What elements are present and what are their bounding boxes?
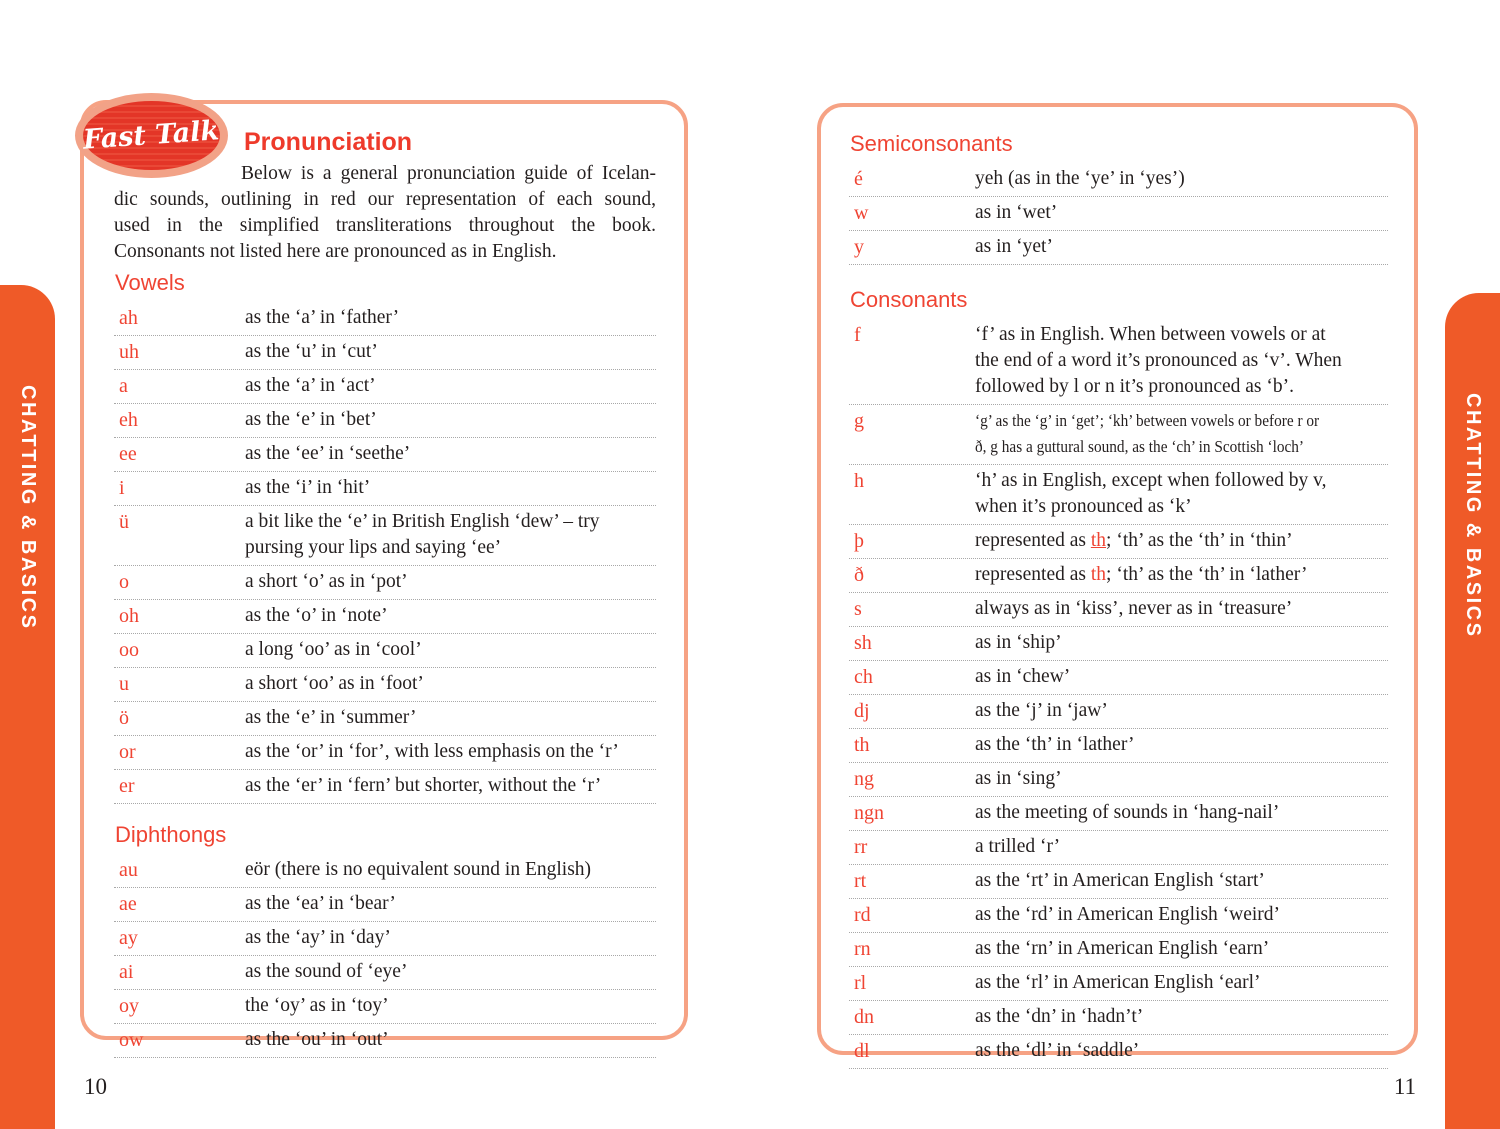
sound-description: eör (there is no equivalent sound in English)	[245, 859, 592, 880]
pronunciation-row	[849, 319, 1388, 405]
intro-line: dic sounds, outlining in red our representation of each sound,	[114, 189, 656, 210]
sound-description: a short ‘oo’ as in ‘foot’	[245, 673, 424, 694]
left-page-panel	[80, 100, 688, 1051]
sound-symbol: i	[119, 477, 125, 499]
pronunciation-row	[849, 831, 1388, 865]
pronunciation-row	[849, 695, 1388, 729]
sound-symbol: ee	[119, 443, 137, 465]
page-number-left: 10	[84, 1074, 107, 1099]
sound-description: as the ‘e’ in ‘summer’	[245, 707, 417, 728]
sound-symbol: þ	[854, 530, 864, 552]
section-heading: Consonants	[850, 287, 968, 312]
pronunciation-row	[114, 438, 656, 472]
pronunciation-row	[114, 770, 656, 804]
pronunciation-row	[849, 163, 1388, 197]
sound-description: a trilled ‘r’	[975, 836, 1061, 857]
sound-description: as in ‘sing’	[975, 768, 1062, 789]
pronunciation-row	[114, 404, 656, 438]
sound-description: as the ‘dn’ in ‘hadn’t’	[975, 1006, 1144, 1027]
sound-symbol: a	[119, 375, 128, 397]
sound-symbol: ngn	[854, 802, 884, 824]
sound-description: as the ‘ea’ in ‘bear’	[245, 893, 396, 914]
page-number-right: 11	[1393, 1074, 1416, 1099]
intro-line: Consonants not listed here are pronounced as in English.	[114, 241, 557, 262]
sound-symbol: or	[119, 741, 136, 763]
sound-symbol: g	[854, 410, 864, 432]
sound-symbol: ö	[119, 707, 129, 729]
pronunciation-row	[114, 1024, 656, 1058]
sound-symbol: rd	[854, 904, 871, 926]
side-tab-label: CHATTING & BASICS	[1462, 393, 1484, 639]
sound-description: as in ‘wet’	[975, 202, 1058, 223]
section-heading: Semiconsonants	[850, 131, 1013, 156]
intro-line: Below is a general pronunciation guide of Icelan-	[241, 163, 656, 184]
sound-symbol: ð	[854, 564, 864, 586]
sound-symbol: u	[119, 673, 129, 695]
sound-symbol: dj	[854, 700, 870, 722]
pronunciation-row	[114, 600, 656, 634]
pronunciation-row	[849, 865, 1388, 899]
pronunciation-row	[849, 899, 1388, 933]
right-page-panel	[817, 103, 1418, 1062]
pronunciation-row	[114, 634, 656, 668]
sound-symbol: rl	[854, 972, 867, 994]
sound-description: yeh (as in the ‘ye’ in ‘yes’)	[975, 168, 1185, 189]
pronunciation-row	[849, 231, 1388, 265]
sound-description: as the ‘er’ in ‘fern’ but shorter, without the ‘r’	[245, 775, 602, 796]
sound-description: as the ‘rt’ in American English ‘start’	[975, 870, 1265, 891]
side-tab-chatting-basics-left	[0, 285, 55, 1129]
sound-symbol: au	[119, 859, 138, 881]
fast-talk-logo	[75, 93, 228, 178]
sound-symbol: ü	[119, 511, 129, 533]
sound-description: as the ‘i’ in ‘hit’	[245, 477, 371, 498]
sound-symbol: s	[854, 598, 862, 620]
sound-description: represented as th; ‘th’ as the ‘th’ in ‘lather’	[975, 564, 1308, 585]
sound-description: as the ‘ou’ in ‘out’	[245, 1029, 389, 1050]
sound-symbol: ow	[119, 1029, 144, 1051]
sound-symbol: ng	[854, 768, 874, 790]
sound-description: as the ‘a’ in ‘act’	[245, 375, 376, 396]
sound-description: represented as th; ‘th’ as the ‘th’ in ‘thin’	[975, 530, 1293, 551]
fast-talk-logo-core	[83, 101, 220, 170]
sound-description: as the ‘j’ in ‘jaw’	[975, 700, 1108, 721]
sound-symbol: sh	[854, 632, 872, 654]
section-heading: Diphthongs	[115, 822, 227, 847]
sound-symbol: o	[119, 571, 129, 593]
pronunciation-row	[849, 933, 1388, 967]
pronunciation-row	[849, 1001, 1388, 1035]
sound-description: as the ‘th’ in ‘lather’	[975, 734, 1135, 755]
sound-symbol: rr	[854, 836, 868, 858]
pronunciation-row	[849, 465, 1388, 525]
sound-symbol: rt	[854, 870, 867, 892]
sound-description: as the ‘dl’ in ‘saddle’	[975, 1040, 1140, 1061]
sound-symbol: ch	[854, 666, 873, 688]
pronunciation-row	[114, 566, 656, 600]
sound-symbol: é	[854, 168, 863, 190]
pronunciation-row	[114, 922, 656, 956]
sound-symbol: oh	[119, 605, 139, 627]
sound-description: the ‘oy’ as in ‘toy’	[245, 995, 389, 1016]
sound-description: always as in ‘kiss’, never as in ‘treasure’	[975, 598, 1293, 619]
fast-talk-logo-text: Fast Talk	[82, 115, 221, 156]
pronunciation-row	[849, 967, 1388, 1001]
sound-description: as the ‘rd’ in American English ‘weird’	[975, 904, 1281, 925]
sound-symbol: dn	[854, 1006, 874, 1028]
sound-symbol: oo	[119, 639, 139, 661]
sound-symbol: rn	[854, 938, 871, 960]
pronunciation-row	[114, 668, 656, 702]
sound-description: as the ‘ay’ in ‘day’	[245, 927, 391, 948]
sound-description: a long ‘oo’ as in ‘cool’	[245, 639, 422, 660]
pronunciation-row	[849, 593, 1388, 627]
sound-description: ‘f’ as in English. When between vowels or at the end of a word it’s pronounced as ‘v’. When followed by l or n it’s pronounced as ‘b’.	[975, 324, 1342, 397]
sound-symbol: uh	[119, 341, 139, 363]
sound-symbol: w	[854, 202, 869, 224]
pronunciation-row	[114, 370, 656, 404]
sound-description: as in ‘ship’	[975, 632, 1062, 653]
sound-description: as the ‘rl’ in American English ‘earl’	[975, 972, 1261, 993]
sound-symbol: er	[119, 775, 135, 797]
sound-description: as the meeting of sounds in ‘hang-nail’	[975, 802, 1280, 823]
intro-paragraph	[114, 161, 656, 265]
pronunciation-row	[114, 854, 656, 888]
sound-description: as the ‘a’ in ‘father’	[245, 307, 400, 328]
sound-symbol: eh	[119, 409, 138, 431]
section-heading: Vowels	[115, 270, 185, 295]
pronunciation-row	[849, 559, 1388, 593]
sound-description: a bit like the ‘e’ in British English ‘dew’ – try pursing your lips and saying ‘ee’	[245, 511, 600, 558]
sound-symbol: dl	[854, 1040, 870, 1062]
pronunciation-row	[849, 405, 1388, 465]
pronunciation-row	[849, 661, 1388, 695]
sound-symbol: ay	[119, 927, 138, 949]
sound-description: as in ‘yet’	[975, 236, 1053, 257]
page-title: Pronunciation	[244, 128, 413, 156]
sound-symbol: ah	[119, 307, 138, 329]
pronunciation-row	[849, 729, 1388, 763]
pronunciation-row	[849, 1035, 1388, 1069]
pronunciation-row	[114, 302, 656, 336]
intro-line: used in the simplified transliterations throughout the book.	[114, 215, 656, 236]
sound-description: as the ‘o’ in ‘note’	[245, 605, 388, 626]
sound-description: ‘g’ as the ‘g’ in ‘get’; ‘kh’ between vowels or before r or ð, g has a guttural sound, as the ‘ch’ in Scottish ‘loch’	[975, 411, 1320, 456]
sound-symbol: oy	[119, 995, 139, 1017]
pronunciation-row	[114, 990, 656, 1024]
pronunciation-row	[114, 888, 656, 922]
pronunciation-row	[849, 525, 1388, 559]
sound-description: as the ‘ee’ in ‘seethe’	[245, 443, 411, 464]
pronunciation-row	[114, 736, 656, 770]
sound-description: as the sound of ‘eye’	[245, 961, 408, 982]
sound-symbol: y	[854, 236, 864, 258]
pronunciation-sections-right	[849, 131, 1388, 1069]
pronunciation-row	[114, 336, 656, 370]
sound-description: as the ‘or’ in ‘for’, with less emphasis on the ‘r’	[245, 741, 619, 762]
pronunciation-row	[849, 763, 1388, 797]
pronunciation-sections-left	[114, 270, 656, 1058]
sound-description: a short ‘o’ as in ‘pot’	[245, 571, 408, 592]
sound-description: as the ‘rn’ in American English ‘earn’	[975, 938, 1270, 959]
pronunciation-row	[114, 506, 656, 566]
sound-description: as the ‘u’ in ‘cut’	[245, 341, 378, 362]
side-tab-label: CHATTING & BASICS	[17, 385, 39, 631]
pronunciation-row	[849, 197, 1388, 231]
pronunciation-row	[114, 956, 656, 990]
sound-description: ‘h’ as in English, except when followed by v, when it’s pronounced as ‘k’	[975, 470, 1327, 517]
pronunciation-row	[849, 627, 1388, 661]
sound-symbol: ai	[119, 961, 134, 983]
pronunciation-row	[114, 472, 656, 506]
sound-symbol: h	[854, 470, 864, 492]
sound-symbol: th	[854, 734, 870, 756]
sound-description: as the ‘e’ in ‘bet’	[245, 409, 377, 430]
side-tab-chatting-basics-right	[1445, 293, 1500, 1129]
sound-symbol: ae	[119, 893, 137, 915]
sound-symbol: f	[854, 324, 861, 346]
pronunciation-row	[849, 797, 1388, 831]
pronunciation-row	[114, 702, 656, 736]
sound-description: as in ‘chew’	[975, 666, 1071, 687]
